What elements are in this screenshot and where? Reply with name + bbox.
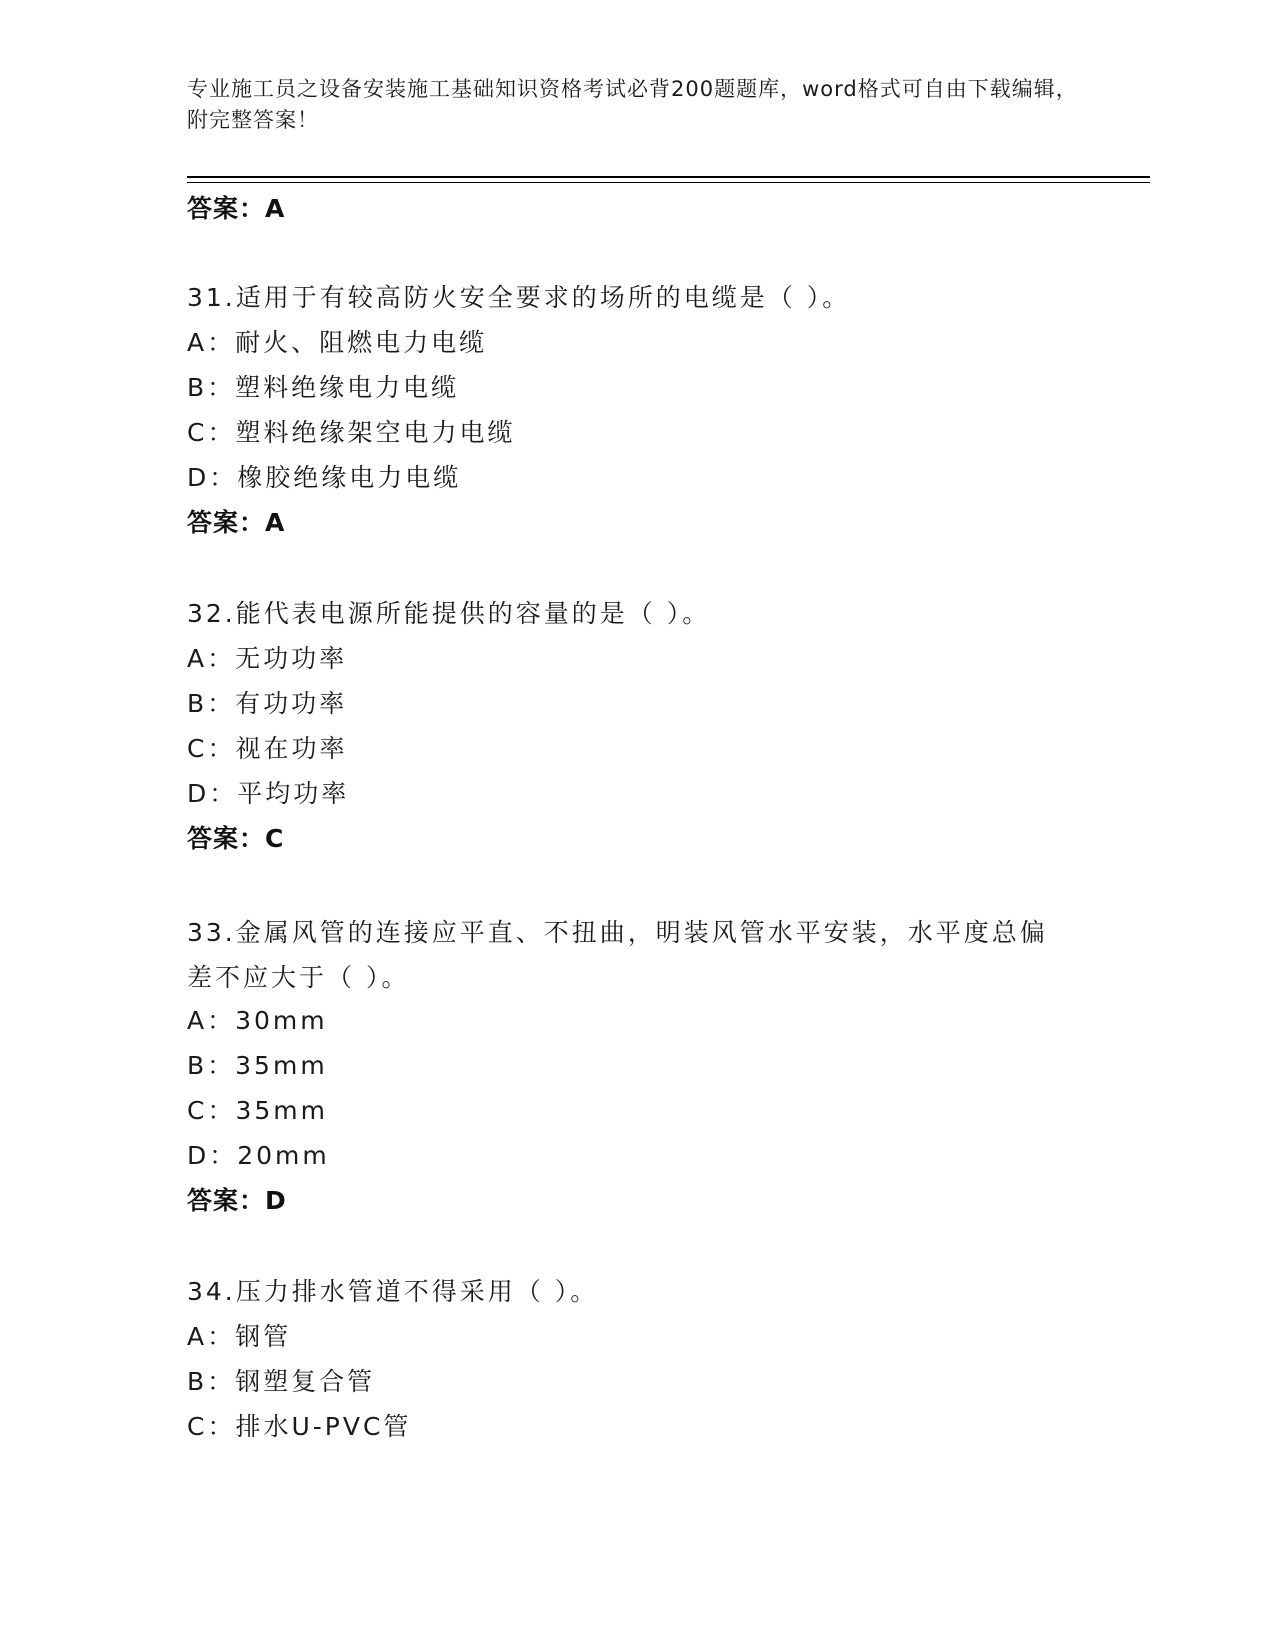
question-32-answer: 答案：C: [187, 824, 285, 853]
question-33-option-c: C：35mm: [187, 1096, 328, 1125]
question-34-option-b: B：钢塑复合管: [187, 1367, 376, 1396]
question-34-option-a: A：钢管: [187, 1322, 292, 1351]
question-31-option-d: D：橡胶绝缘电力电缆: [187, 463, 462, 492]
question-31-option-b: B：塑料绝缘电力电缆: [187, 373, 460, 402]
question-32-option-b: B：有功功率: [187, 689, 348, 718]
answer-prev: 答案：A: [187, 194, 286, 223]
question-33-stem: 33.金属风管的连接应平直、不扭曲，明装风管水平安装，水平度总偏差不应大于（ ）。: [187, 918, 1048, 992]
question-34-option-c: C：排水U-PVC管: [187, 1412, 412, 1441]
question-32-option-d: D：平均功率: [187, 779, 350, 808]
question-31-stem: 31.适用于有较高防火安全要求的场所的电缆是（ ）。: [187, 283, 851, 312]
question-32-option-a: A：无功功率: [187, 644, 348, 673]
question-33-answer: 答案：D: [187, 1186, 287, 1215]
question-32-option-c: C：视在功率: [187, 734, 348, 763]
question-32-stem: 32.能代表电源所能提供的容量的是（ ）。: [187, 599, 711, 628]
header-divider-thick: [187, 176, 1150, 178]
question-33-option-a: A：30mm: [187, 1006, 328, 1035]
question-33-option-d: D：20mm: [187, 1141, 330, 1170]
header-divider-thin: [187, 182, 1150, 183]
question-33-option-b: B：35mm: [187, 1051, 328, 1080]
question-31-answer: 答案：A: [187, 508, 286, 537]
question-34-stem: 34.压力排水管道不得采用（ ）。: [187, 1277, 599, 1306]
document-header: 专业施工员之设备安装施工基础知识资格考试必背200题题库，word格式可自由下载编辑，附完整答案！: [187, 77, 1078, 132]
question-31-option-a: A：耐火、阻燃电力电缆: [187, 328, 488, 357]
question-31-option-c: C：塑料绝缘架空电力电缆: [187, 418, 516, 447]
